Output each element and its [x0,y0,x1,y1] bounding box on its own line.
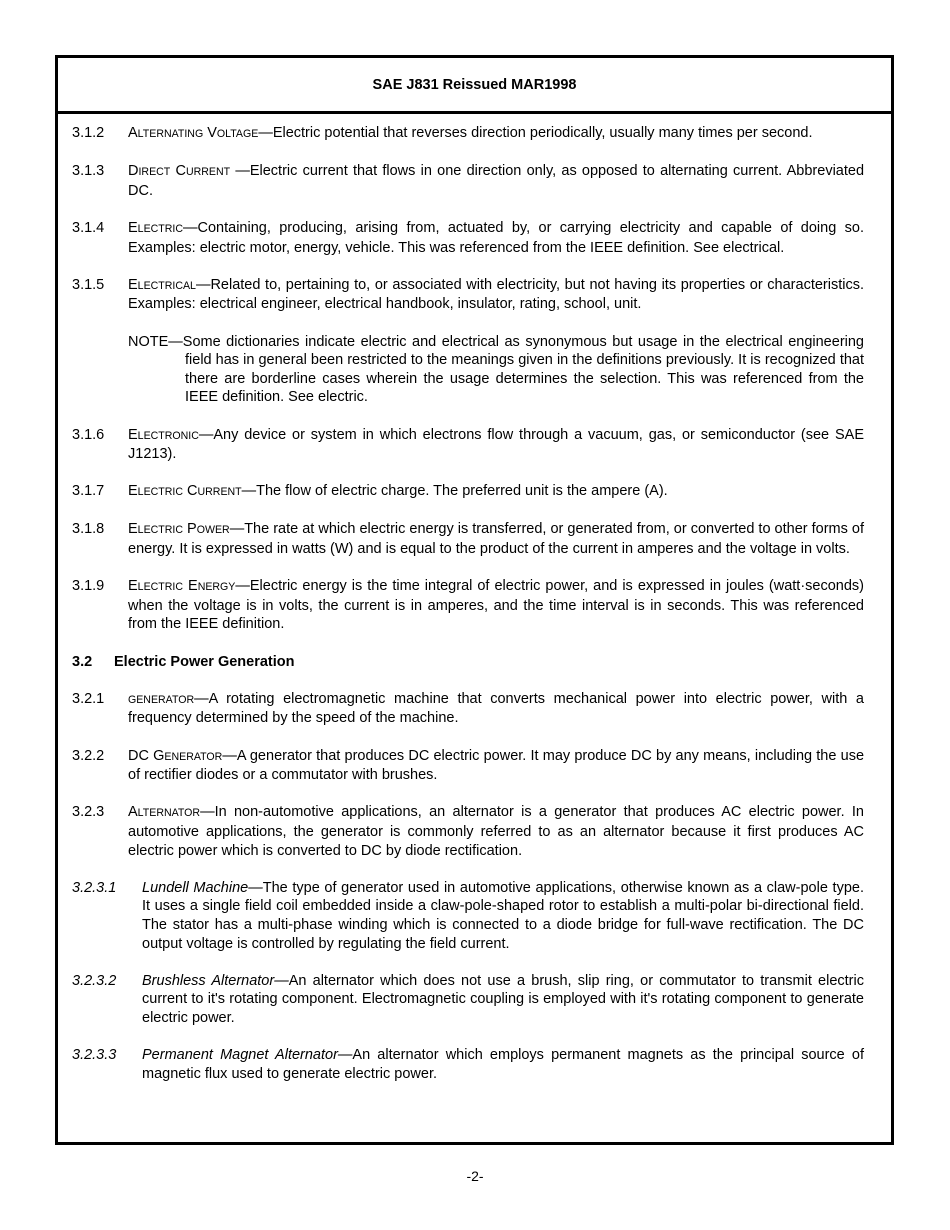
clause-number: 3.2.2 [72,747,105,764]
term-electric-energy: ELECTRIC ENERGY [128,578,236,595]
definition-3-1-3 [72,162,864,200]
section-title: Electric Power Generation [114,653,295,670]
definition-3-1-6 [72,426,864,464]
clause-number: 3.2.3 [72,804,105,821]
section-number: 3.2 [72,653,93,670]
clause-number: 3.1.5 [72,276,105,293]
term-alternating-voltage: ALTERNATING VOLTAGE [128,125,259,141]
page-frame [55,55,894,1145]
term-permanent-magnet-alternator: Permanent Magnet Alternator— [142,1047,353,1064]
definition-3-2-2 [72,747,864,785]
definition-text: —A rotating electromagnetic machine that converts mechanical power into electric power, with a frequency determined by the speed of the machine. [128,690,864,727]
clause-number: 3.2.3.2 [72,972,117,989]
clause-number: 3.1.2 [72,125,105,141]
definition-3-2-1 [72,690,864,728]
term-dc-generator: DC GENERATOR [128,747,223,764]
definition-text: An alternator which employs permanent magnets as the principal source of magnetic flux used to generate electric power. [142,1047,864,1082]
definition-text: —A generator that produces DC electric power. It may produce DC by any means, including the use of rectifier diodes or a commutator with brushes. [128,747,865,784]
term-generator: GENERATOR [128,693,195,706]
definition-text: —The flow of electric charge. The preferred unit is the ampere (A). [241,483,668,500]
definition-3-1-8 [72,520,864,558]
page-header [58,58,891,114]
note-label: NOTE— [128,333,183,350]
term-brushless-alternator: Brushless Alternator— [142,972,289,989]
clause-number: 3.1.4 [72,219,105,236]
clause-number: 3.1.3 [72,163,105,180]
definition-3-2-3 [72,803,864,860]
term-direct-current: DIRECT CURRENT [128,163,231,180]
clause-number: 3.2.1 [72,690,105,707]
definition-text: —Related to, pertaining to, or associated with electricity, but not having its properties or characteristics. Examples: electrical engineer, electrical handbook, insulator, rating, school, unit. [128,276,864,313]
definition-3-2-3-1 [72,879,864,953]
term-electric-power: ELECTRIC POWER [128,521,230,538]
clause-number: 3.1.7 [72,483,105,500]
document-body [58,114,891,1083]
definition-text: —In non-automotive applications, an alternator is a generator that produces AC electric power. In automotive applications, the generator is commonly referred to as an alternator because it first produces AC electric power which is converted to DC by diode rectification. [128,804,864,859]
term-alternator: ALTERNATOR [128,804,201,821]
definition-text: —Electric energy is the time integral of electric power, and is expressed in joules (watt·seconds) when the voltage is in volts, the current is in amperes, and the time interval is in seconds. This was referenced from the IEEE definition. [128,578,864,633]
term-electrical: ELECTRICAL [128,276,196,293]
term-electric: ELECTRIC [128,219,183,236]
definition-text: An alternator which does not use a brush, slip ring, or commutator to transmit electric current to it's rotating component. Electromagnetic coupling is employed with it's rotating component to generate electric power. [142,972,864,1026]
definition-3-1-9 [72,577,864,634]
definition-text: —Electric current that flows in one direction only, as opposed to alternating current. Abbreviated DC. [128,163,865,199]
term-electronic: ELECTRONIC [128,426,199,443]
definition-text: The type of generator used in automotive applications, otherwise known as a claw-pole type. It uses a single field coil embedded inside a claw-pole-shaped rotor to establish a multi-polar bi-directional field. The stator has a multi-phase winding which is connected to a diode bridge for full-wave rectification. The DC output voltage is controlled by regulating the field current. [142,879,864,952]
definition-3-1-4 [72,219,864,257]
definition-3-2-3-3 [72,1046,864,1083]
page-number: -2- [466,1168,484,1184]
definition-3-2-3-2 [72,972,864,1028]
section-heading [72,653,864,672]
document-title: SAE J831 Reissued MAR1998 [372,76,577,93]
definition-3-1-7 [72,482,864,502]
definition-text: —The rate at which electric energy is transferred, or generated from, or converted to other forms of energy. It is expressed in watts (W) and is equal to the product of the current in amperes and the voltage in volts. [128,521,865,558]
note [72,333,864,407]
clause-number: 3.1.9 [72,578,105,595]
clause-number: 3.2.3.1 [72,879,117,896]
term-lundell-machine: Lundell Machine— [142,879,263,896]
definition-text: —Electric potential that reverses direction periodically, usually many times per second. [258,125,813,141]
clause-number: 3.1.6 [72,426,105,443]
definition-3-1-5 [72,276,864,314]
clause-number: 3.1.8 [72,521,105,538]
term-electric-current: ELECTRIC CURRENT [128,483,242,500]
definition-text: —Containing, producing, arising from, actuated by, or carrying electricity and capable of doing so. Examples: electric motor, energy, vehicle. This was referenced from the IEEE definition. See electrical. [128,219,864,256]
clause-number: 3.2.3.3 [72,1047,117,1064]
definition-3-1-2 [72,124,864,144]
note-text: Some dictionaries indicate electric and electrical as synonymous but usage in the electrical engineering field has in general been restricted to the meanings given in the definitions previously. It is recognized that there are borderline cases wherein the usage determines the selection. This was referenced from the IEEE definition. See electric. [182,333,864,406]
definition-text: —Any device or system in which electrons flow through a vacuum, gas, or semiconductor (see SAE J1213). [128,426,864,463]
